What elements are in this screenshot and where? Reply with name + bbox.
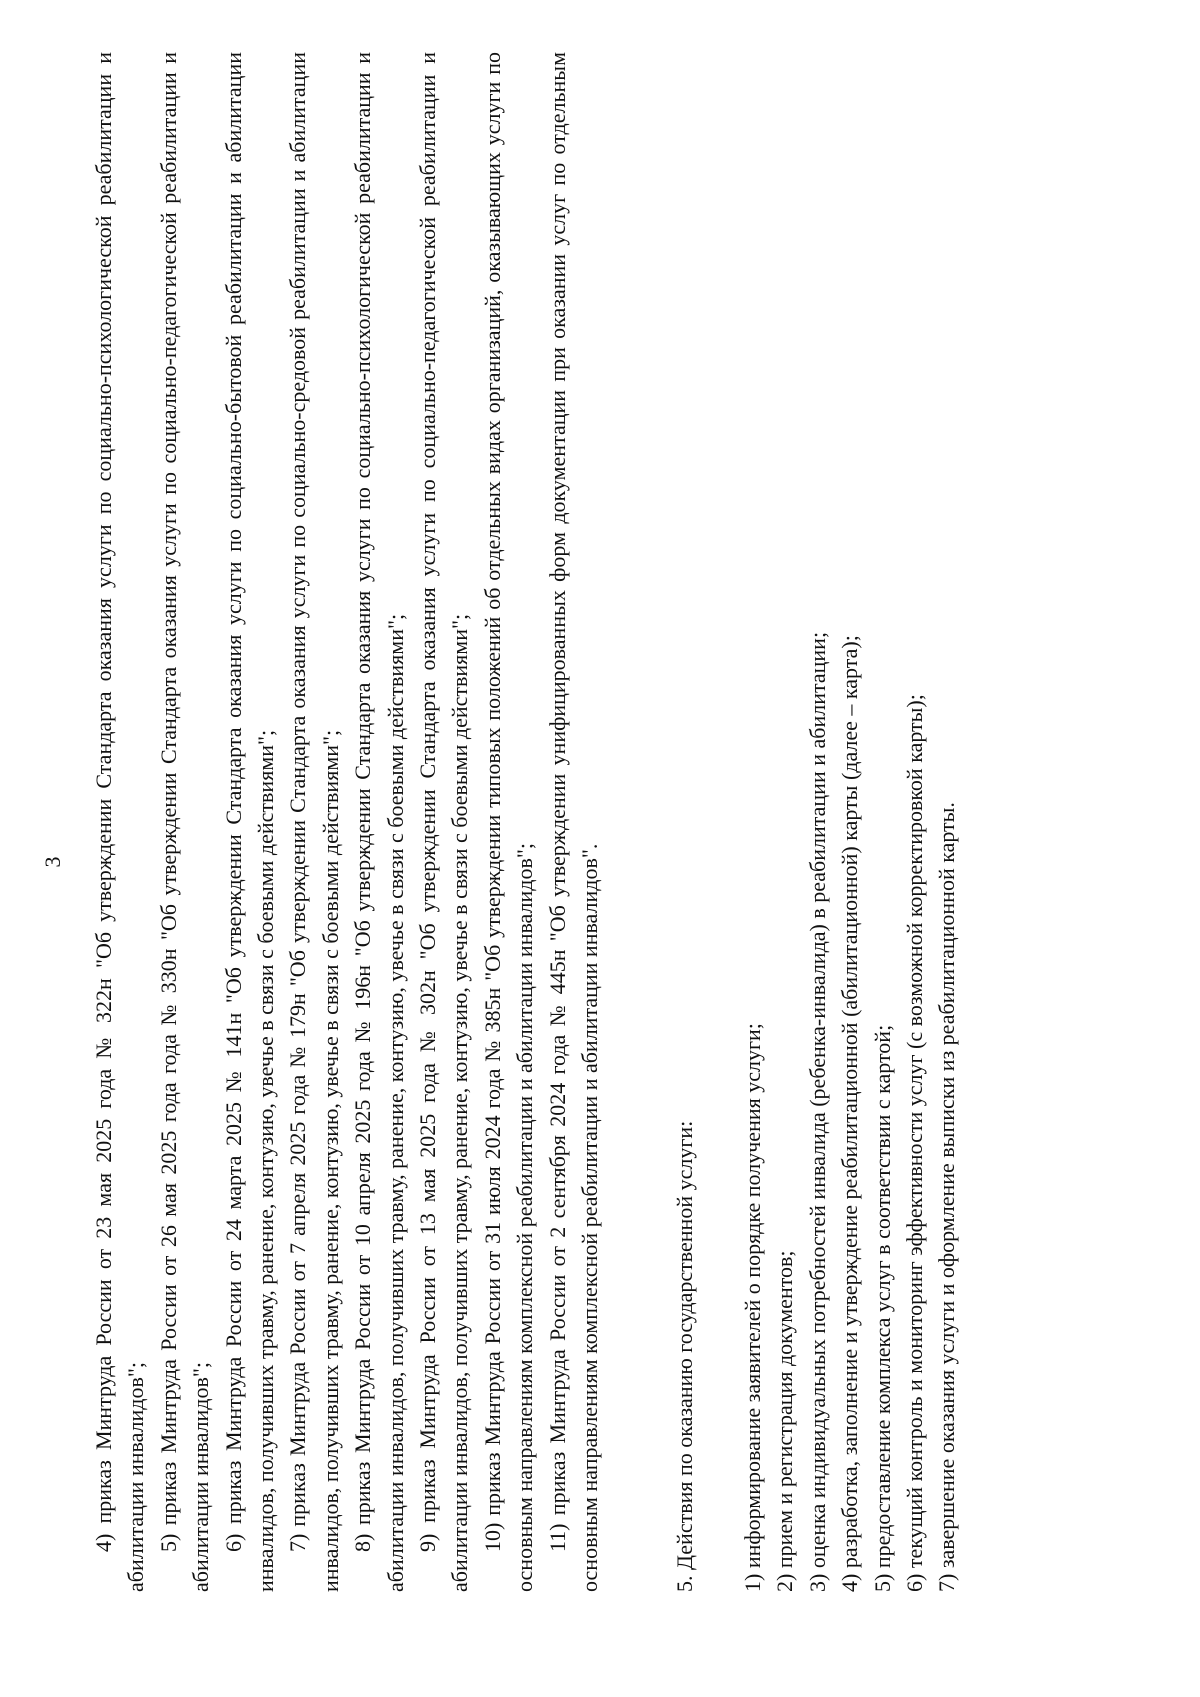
spacer <box>701 52 737 1592</box>
action-item-5: 5) предоставление комплекса услуг в соответствии с картой; <box>869 1024 895 1592</box>
action-item-7: 7) завершение оказания услуги и оформление выписки из реабилитационной карты. <box>934 802 960 1592</box>
page-number: 3 <box>40 856 65 868</box>
section-title: 5. Действия по оказанию государственной услуги: <box>671 1120 697 1592</box>
action-item-2: 2) прием и регистрация документов; <box>772 1250 798 1592</box>
document-body <box>88 52 964 1592</box>
action-item-6: 6) текущий контроль и мониторинг эффективности услуг (с возможной корректировкой карты); <box>901 694 927 1592</box>
order-item-7: 7) приказ Минтруда России от 7 апреля 2025 года № 179н "Об утверждении Стандарта оказания услуги по социально-средовой реабилитации и абилитации инвалидов, получивших травму, ранение, контузию, увечье в связи с боевыми действиями"; <box>285 52 343 1592</box>
order-item-6: 6) приказ Минтруда России от 24 марта 2025 № 141н "Об утверждении Стандарта оказания услуги по социально-бытовой реабилитации и абилитации инвалидов, получивших травму, ранение, контузию, увечье в связи с боевыми действиями"; <box>220 52 279 1592</box>
action-item-4: 4) разработка, заполнение и утверждение реабилитационной (абилитационной) карты (далее – карта); <box>837 635 863 1592</box>
order-item-4: 4) приказ Минтруда России от 23 мая 2025 года № 322н "Об утверждении Стандарта оказания услуги по социально-психологической реабилитации и абилитации инвалидов"; <box>91 52 149 1592</box>
action-item-1: 1) информирование заявителей о порядке получения услуги; <box>739 1023 765 1592</box>
order-item-5: 5) приказ Минтруда России от 26 мая 2025 года года № 330н "Об утверждении Стандарта оказания услуги по социально-педагогической реабилитации и абилитации инвалидов"; <box>155 52 214 1592</box>
order-item-10: 10) приказ Минтруда России от 31 июля 2024 года № 385н "Об утверждении типовых положений об отдельных видах организаций, оказывающих услуги по основным направлениям комплексной реабилитации и абилитации инвалидов"; <box>479 52 538 1592</box>
order-item-9: 9) приказ Минтруда России от 13 мая 2025 года № 302н "Об утверждении Стандарта оказания услуги по социально-педагогической реабилитации и абилитации инвалидов, получивших травму, ранение, контузию, увечье в связи с боевыми действиями"; <box>415 52 473 1592</box>
action-item-3: 3) оценка индивидуальных потребностей инвалида (ребенка-инвалида) в реабилитации и абилитации; <box>804 631 830 1592</box>
order-item-11: 11) приказ Минтруда России от 2 сентября 2024 года № 445н "Об утверждении унифицированных форм документации при оказании услуг по отдельным основным направлениям комплексной реабилитации и абилитации инвалидов". <box>544 52 603 1592</box>
order-item-8: 8) приказ Минтруда России от 10 апреля 2025 года № 196н "Об утверждении Стандарта оказания услуги по социально-психологической реабилитации и абилитации инвалидов, получивших травму, ранение, контузию, увечье в связи с боевыми действиями"; <box>350 52 408 1592</box>
spacer <box>607 52 669 1592</box>
